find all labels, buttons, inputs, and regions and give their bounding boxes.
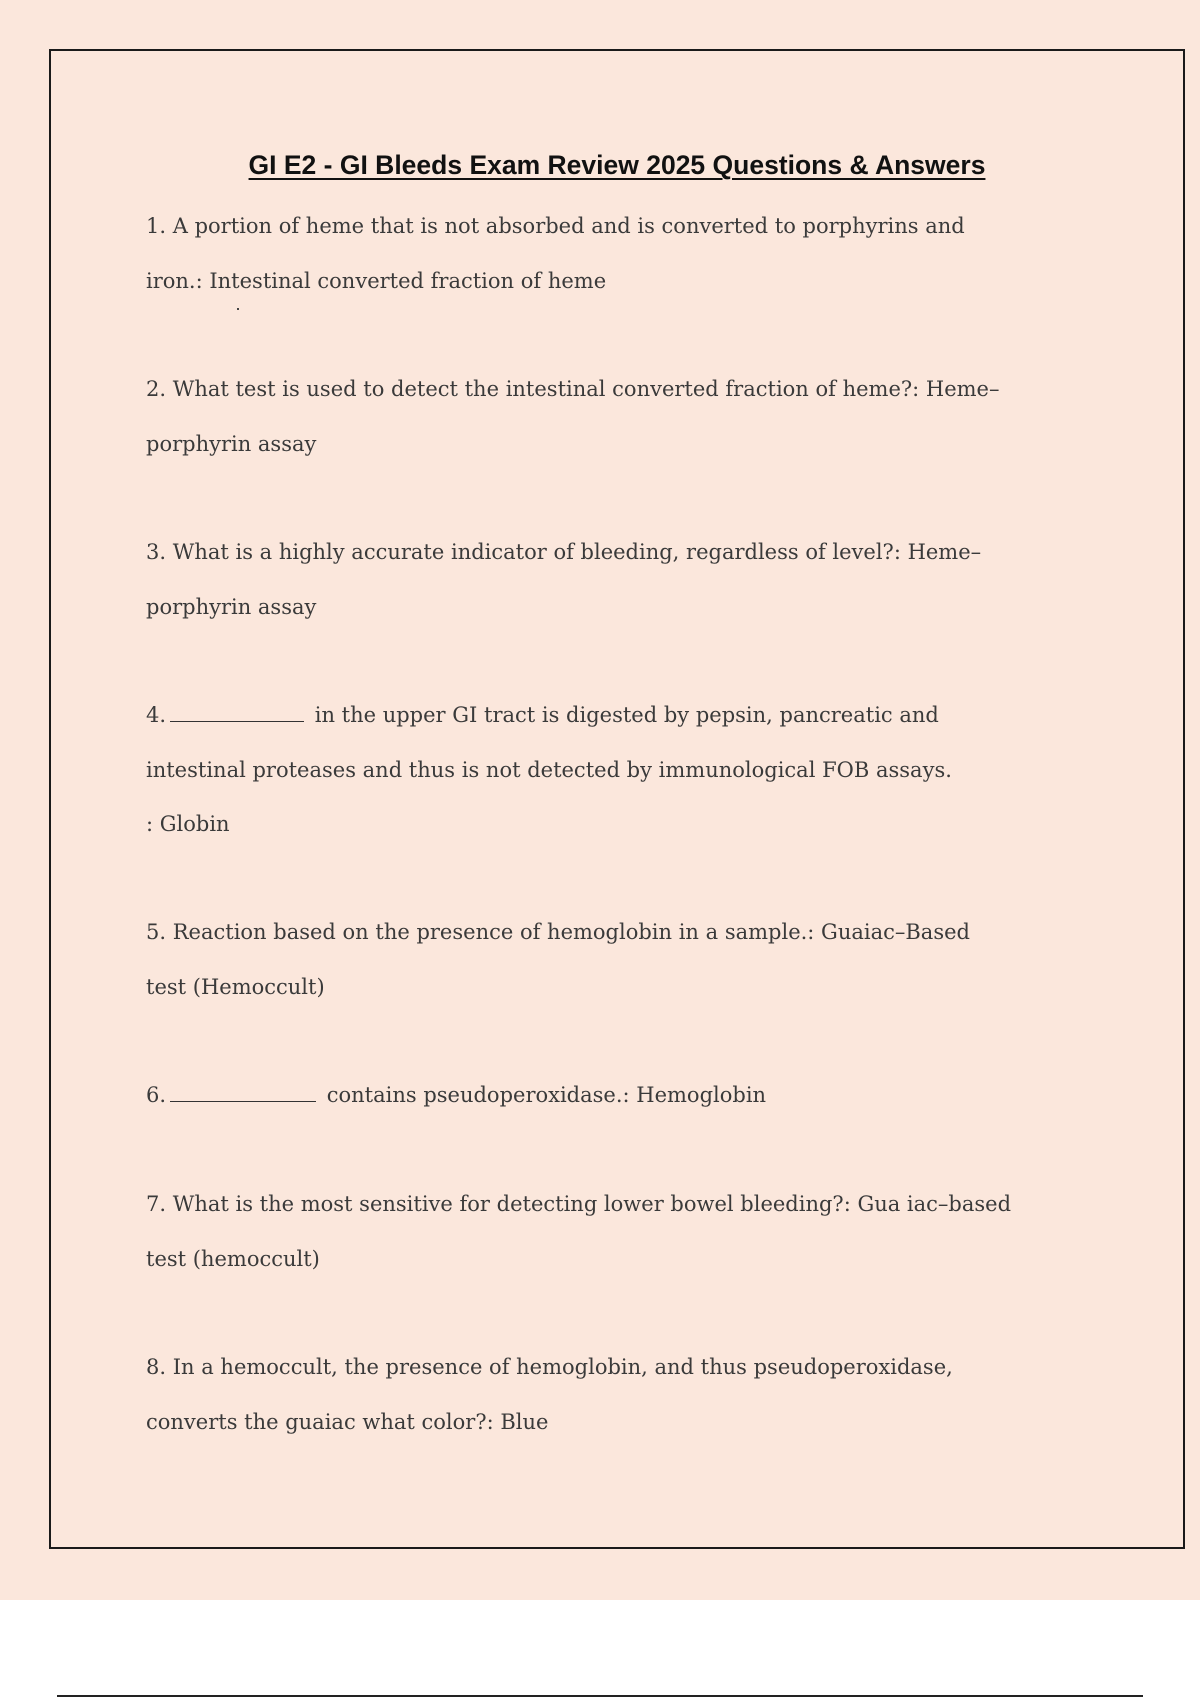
question-8 [146,1340,1016,1449]
question-4 [146,688,1016,852]
question-3 [146,525,1016,634]
fill-in-blank [170,700,304,722]
question-number: 1. [146,214,167,238]
question-text: What is the most sensitive for detecting lower bowel bleeding?: Gua iac–based test (hemoccult) [146,1192,1012,1271]
question-number: 7. [146,1192,167,1216]
question-text: A portion of heme that is not absorbed and is converted to porphyrins and iron.: Intestinal converted fraction of heme [146,214,965,293]
question-text: In a hemoccult, the presence of hemoglobin, and thus pseudoperoxidase, converts the guaiac what color?: Blue [146,1355,953,1434]
question-number: 5. [146,920,167,944]
question-text: What is a highly accurate indicator of bleeding, regardless of level?: Heme–porphyrin assay [146,540,982,619]
fill-in-blank [170,1080,316,1102]
question-number: 4. [146,703,167,727]
question-5 [146,905,1016,1014]
question-number: 3. [146,540,167,564]
document-title: GI E2 - GI Bleeds Exam Review 2025 Questions & Answers [248,150,986,180]
footer-rule [57,1695,1143,1697]
question-text: What test is used to detect the intestinal converted fraction of heme?: Heme–porphyrin assay [146,377,1000,456]
question-2 [146,362,1016,471]
question-number: 6. [146,1083,167,1107]
question-6 [146,1068,1016,1123]
question-number: 2. [146,377,167,401]
stray-dot [237,308,239,310]
question-text: contains pseudoperoxidase.: Hemoglobin [326,1083,767,1107]
question-7 [146,1177,1016,1286]
question-1 [146,199,1016,308]
answer-text: : Globin [146,812,230,836]
question-text: in the upper GI tract is digested by pepsin, pancreatic and intestinal proteases and thus is not detected by immunological FOB assays. [146,703,952,782]
question-text: Reaction based on the presence of hemoglobin in a sample.: Guaiac–Based test (Hemoccult) [146,920,970,999]
question-number: 8. [146,1355,167,1379]
